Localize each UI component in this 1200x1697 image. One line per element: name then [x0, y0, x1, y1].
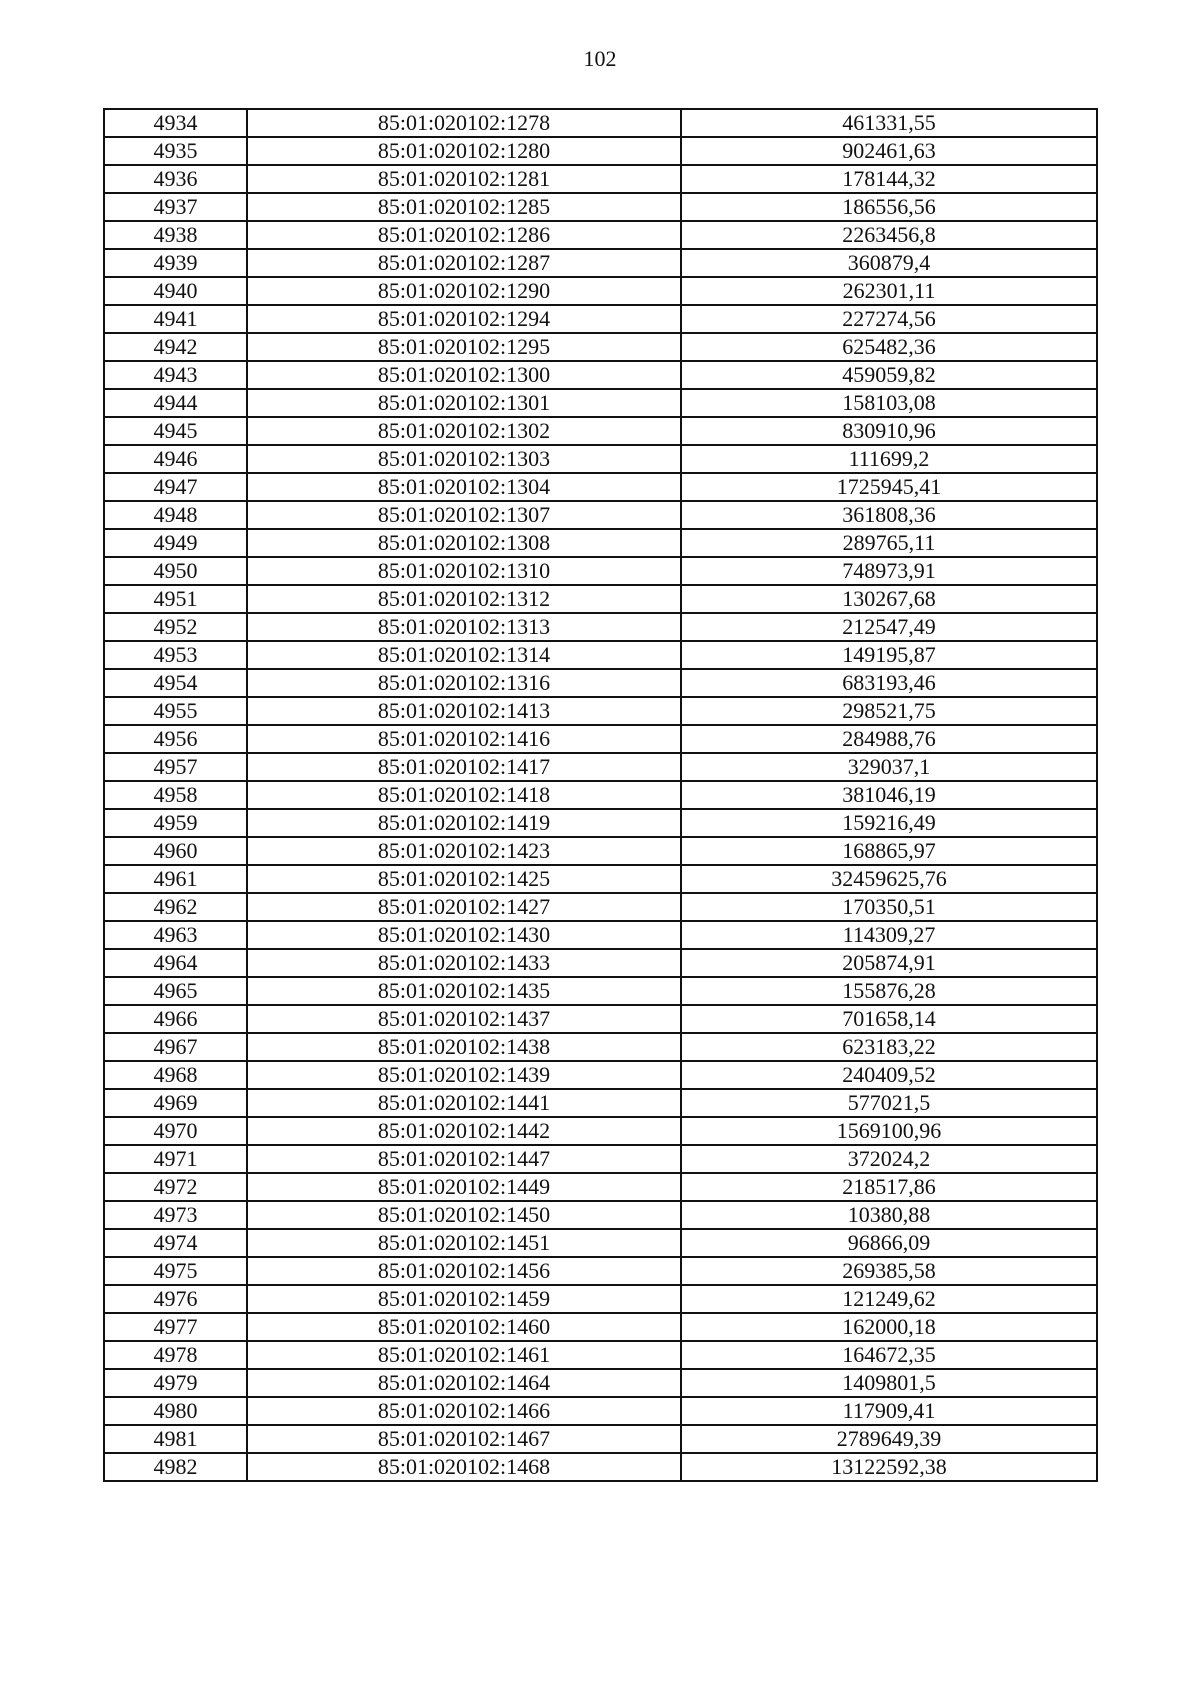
cadastral-number-cell: 85:01:020102:1312: [247, 585, 681, 613]
cadastral-number-cell: 85:01:020102:1308: [247, 529, 681, 557]
row-number-cell: 4953: [104, 641, 247, 669]
cadastral-number-cell: 85:01:020102:1278: [247, 109, 681, 137]
value-cell: 360879,4: [681, 249, 1097, 277]
row-number-cell: 4943: [104, 361, 247, 389]
cadastral-number-cell: 85:01:020102:1280: [247, 137, 681, 165]
row-number-cell: 4975: [104, 1257, 247, 1285]
table-row: [104, 1397, 1097, 1425]
value-cell: 1569100,96: [681, 1117, 1097, 1145]
table-row: [104, 1061, 1097, 1089]
value-cell: 168865,97: [681, 837, 1097, 865]
cadastral-number-cell: 85:01:020102:1310: [247, 557, 681, 585]
cadastral-number-cell: 85:01:020102:1301: [247, 389, 681, 417]
cadastral-number-cell: 85:01:020102:1451: [247, 1229, 681, 1257]
row-number-cell: 4967: [104, 1033, 247, 1061]
row-number-cell: 4938: [104, 221, 247, 249]
table-row: [104, 1257, 1097, 1285]
table-row: [104, 1117, 1097, 1145]
table-row: [104, 613, 1097, 641]
row-number-cell: 4954: [104, 669, 247, 697]
row-number-cell: 4940: [104, 277, 247, 305]
cadastral-number-cell: 85:01:020102:1302: [247, 417, 681, 445]
cadastral-number-cell: 85:01:020102:1300: [247, 361, 681, 389]
value-cell: 164672,35: [681, 1341, 1097, 1369]
cadastral-number-cell: 85:01:020102:1449: [247, 1173, 681, 1201]
row-number-cell: 4974: [104, 1229, 247, 1257]
value-cell: 13122592,38: [681, 1453, 1097, 1481]
row-number-cell: 4968: [104, 1061, 247, 1089]
value-cell: 111699,2: [681, 445, 1097, 473]
row-number-cell: 4960: [104, 837, 247, 865]
value-cell: 372024,2: [681, 1145, 1097, 1173]
value-cell: 2263456,8: [681, 221, 1097, 249]
table-row: [104, 1453, 1097, 1481]
row-number-cell: 4958: [104, 781, 247, 809]
cadastral-number-cell: 85:01:020102:1304: [247, 473, 681, 501]
row-number-cell: 4971: [104, 1145, 247, 1173]
row-number-cell: 4947: [104, 473, 247, 501]
row-number-cell: 4977: [104, 1313, 247, 1341]
table-row: [104, 1005, 1097, 1033]
table-row: [104, 949, 1097, 977]
value-cell: 748973,91: [681, 557, 1097, 585]
page-number: 102: [583, 46, 617, 71]
table-row: [104, 809, 1097, 837]
value-cell: 701658,14: [681, 1005, 1097, 1033]
value-cell: 117909,41: [681, 1397, 1097, 1425]
cadastral-number-cell: 85:01:020102:1459: [247, 1285, 681, 1313]
row-number-cell: 4950: [104, 557, 247, 585]
value-cell: 298521,75: [681, 697, 1097, 725]
cadastral-number-cell: 85:01:020102:1290: [247, 277, 681, 305]
cadastral-number-cell: 85:01:020102:1417: [247, 753, 681, 781]
value-cell: 240409,52: [681, 1061, 1097, 1089]
row-number-cell: 4959: [104, 809, 247, 837]
cadastral-number-cell: 85:01:020102:1464: [247, 1369, 681, 1397]
table-row: [104, 501, 1097, 529]
cadastral-number-cell: 85:01:020102:1303: [247, 445, 681, 473]
value-cell: 32459625,76: [681, 865, 1097, 893]
table-row: [104, 753, 1097, 781]
table-row: [104, 641, 1097, 669]
row-number-cell: 4942: [104, 333, 247, 361]
value-cell: 284988,76: [681, 725, 1097, 753]
table-row: [104, 977, 1097, 1005]
row-number-cell: 4963: [104, 921, 247, 949]
value-cell: 830910,96: [681, 417, 1097, 445]
row-number-cell: 4951: [104, 585, 247, 613]
cadastral-number-cell: 85:01:020102:1437: [247, 1005, 681, 1033]
cadastral-number-cell: 85:01:020102:1433: [247, 949, 681, 977]
table-row: [104, 1369, 1097, 1397]
cadastral-number-cell: 85:01:020102:1430: [247, 921, 681, 949]
table-row: [104, 277, 1097, 305]
row-number-cell: 4949: [104, 529, 247, 557]
cadastral-number-cell: 85:01:020102:1466: [247, 1397, 681, 1425]
cadastral-number-cell: 85:01:020102:1294: [247, 305, 681, 333]
cadastral-number-cell: 85:01:020102:1413: [247, 697, 681, 725]
value-cell: 158103,08: [681, 389, 1097, 417]
cadastral-number-cell: 85:01:020102:1285: [247, 193, 681, 221]
row-number-cell: 4941: [104, 305, 247, 333]
value-cell: 361808,36: [681, 501, 1097, 529]
value-cell: 269385,58: [681, 1257, 1097, 1285]
value-cell: 162000,18: [681, 1313, 1097, 1341]
value-cell: 262301,11: [681, 277, 1097, 305]
cadastral-number-cell: 85:01:020102:1450: [247, 1201, 681, 1229]
row-number-cell: 4946: [104, 445, 247, 473]
cadastral-number-cell: 85:01:020102:1467: [247, 1425, 681, 1453]
row-number-cell: 4955: [104, 697, 247, 725]
value-cell: 1725945,41: [681, 473, 1097, 501]
value-cell: 205874,91: [681, 949, 1097, 977]
value-cell: 212547,49: [681, 613, 1097, 641]
row-number-cell: 4976: [104, 1285, 247, 1313]
row-number-cell: 4979: [104, 1369, 247, 1397]
value-cell: 683193,46: [681, 669, 1097, 697]
value-cell: 218517,86: [681, 1173, 1097, 1201]
table-row: [104, 1341, 1097, 1369]
cadastral-number-cell: 85:01:020102:1295: [247, 333, 681, 361]
table-row: [104, 585, 1097, 613]
value-cell: 329037,1: [681, 753, 1097, 781]
table-row: [104, 1173, 1097, 1201]
row-number-cell: 4973: [104, 1201, 247, 1229]
table-row: [104, 557, 1097, 585]
value-cell: 227274,56: [681, 305, 1097, 333]
cadastral-number-cell: 85:01:020102:1425: [247, 865, 681, 893]
cadastral-number-cell: 85:01:020102:1461: [247, 1341, 681, 1369]
row-number-cell: 4966: [104, 1005, 247, 1033]
row-number-cell: 4936: [104, 165, 247, 193]
cadastral-number-cell: 85:01:020102:1419: [247, 809, 681, 837]
row-number-cell: 4964: [104, 949, 247, 977]
cadastral-number-cell: 85:01:020102:1468: [247, 1453, 681, 1481]
value-cell: 178144,32: [681, 165, 1097, 193]
cadastral-number-cell: 85:01:020102:1441: [247, 1089, 681, 1117]
table-row: [104, 1089, 1097, 1117]
value-cell: 170350,51: [681, 893, 1097, 921]
row-number-cell: 4972: [104, 1173, 247, 1201]
table-row: [104, 193, 1097, 221]
table-row: [104, 165, 1097, 193]
cadastral-number-cell: 85:01:020102:1416: [247, 725, 681, 753]
table-row: [104, 249, 1097, 277]
table-row: [104, 333, 1097, 361]
table-row: [104, 473, 1097, 501]
table-row: [104, 109, 1097, 137]
table-row: [104, 417, 1097, 445]
table-row: [104, 305, 1097, 333]
table-row: [104, 1229, 1097, 1257]
value-cell: 114309,27: [681, 921, 1097, 949]
table-row: [104, 921, 1097, 949]
row-number-cell: 4965: [104, 977, 247, 1005]
row-number-cell: 4935: [104, 137, 247, 165]
cadastral-number-cell: 85:01:020102:1316: [247, 669, 681, 697]
table-row: [104, 1425, 1097, 1453]
cadastral-number-cell: 85:01:020102:1313: [247, 613, 681, 641]
value-cell: 625482,36: [681, 333, 1097, 361]
cadastral-number-cell: 85:01:020102:1287: [247, 249, 681, 277]
table-row: [104, 837, 1097, 865]
value-cell: 155876,28: [681, 977, 1097, 1005]
table-row: [104, 361, 1097, 389]
table-row: [104, 697, 1097, 725]
table-row: [104, 221, 1097, 249]
table-row: [104, 725, 1097, 753]
row-number-cell: 4934: [104, 109, 247, 137]
row-number-cell: 4962: [104, 893, 247, 921]
row-number-cell: 4982: [104, 1453, 247, 1481]
cadastral-number-cell: 85:01:020102:1447: [247, 1145, 681, 1173]
value-cell: 289765,11: [681, 529, 1097, 557]
row-number-cell: 4969: [104, 1089, 247, 1117]
table-row: [104, 893, 1097, 921]
cadastral-number-cell: 85:01:020102:1423: [247, 837, 681, 865]
data-table: [103, 108, 1098, 1482]
table-row: [104, 1201, 1097, 1229]
row-number-cell: 4952: [104, 613, 247, 641]
table-row: [104, 1285, 1097, 1313]
cadastral-number-cell: 85:01:020102:1435: [247, 977, 681, 1005]
table-row: [104, 669, 1097, 697]
table-row: [104, 529, 1097, 557]
row-number-cell: 4981: [104, 1425, 247, 1453]
table-row: [104, 1313, 1097, 1341]
value-cell: 149195,87: [681, 641, 1097, 669]
cadastral-number-cell: 85:01:020102:1438: [247, 1033, 681, 1061]
cadastral-number-cell: 85:01:020102:1418: [247, 781, 681, 809]
row-number-cell: 4956: [104, 725, 247, 753]
value-cell: 459059,82: [681, 361, 1097, 389]
table-body: [104, 109, 1097, 1481]
row-number-cell: 4961: [104, 865, 247, 893]
value-cell: 10380,88: [681, 1201, 1097, 1229]
table-row: [104, 389, 1097, 417]
value-cell: 623183,22: [681, 1033, 1097, 1061]
row-number-cell: 4980: [104, 1397, 247, 1425]
value-cell: 96866,09: [681, 1229, 1097, 1257]
value-cell: 1409801,5: [681, 1369, 1097, 1397]
table-row: [104, 445, 1097, 473]
value-cell: 2789649,39: [681, 1425, 1097, 1453]
cadastral-number-cell: 85:01:020102:1427: [247, 893, 681, 921]
cadastral-number-cell: 85:01:020102:1281: [247, 165, 681, 193]
value-cell: 902461,63: [681, 137, 1097, 165]
row-number-cell: 4948: [104, 501, 247, 529]
value-cell: 461331,55: [681, 109, 1097, 137]
cadastral-number-cell: 85:01:020102:1439: [247, 1061, 681, 1089]
row-number-cell: 4945: [104, 417, 247, 445]
table-row: [104, 137, 1097, 165]
cadastral-number-cell: 85:01:020102:1460: [247, 1313, 681, 1341]
cadastral-number-cell: 85:01:020102:1286: [247, 221, 681, 249]
row-number-cell: 4939: [104, 249, 247, 277]
cadastral-number-cell: 85:01:020102:1442: [247, 1117, 681, 1145]
row-number-cell: 4957: [104, 753, 247, 781]
value-cell: 381046,19: [681, 781, 1097, 809]
row-number-cell: 4937: [104, 193, 247, 221]
value-cell: 130267,68: [681, 585, 1097, 613]
row-number-cell: 4944: [104, 389, 247, 417]
cadastral-number-cell: 85:01:020102:1307: [247, 501, 681, 529]
table-row: [104, 1145, 1097, 1173]
value-cell: 159216,49: [681, 809, 1097, 837]
value-cell: 121249,62: [681, 1285, 1097, 1313]
row-number-cell: 4978: [104, 1341, 247, 1369]
cadastral-number-cell: 85:01:020102:1314: [247, 641, 681, 669]
value-cell: 186556,56: [681, 193, 1097, 221]
table-row: [104, 865, 1097, 893]
table-row: [104, 781, 1097, 809]
row-number-cell: 4970: [104, 1117, 247, 1145]
value-cell: 577021,5: [681, 1089, 1097, 1117]
table-row: [104, 1033, 1097, 1061]
cadastral-number-cell: 85:01:020102:1456: [247, 1257, 681, 1285]
